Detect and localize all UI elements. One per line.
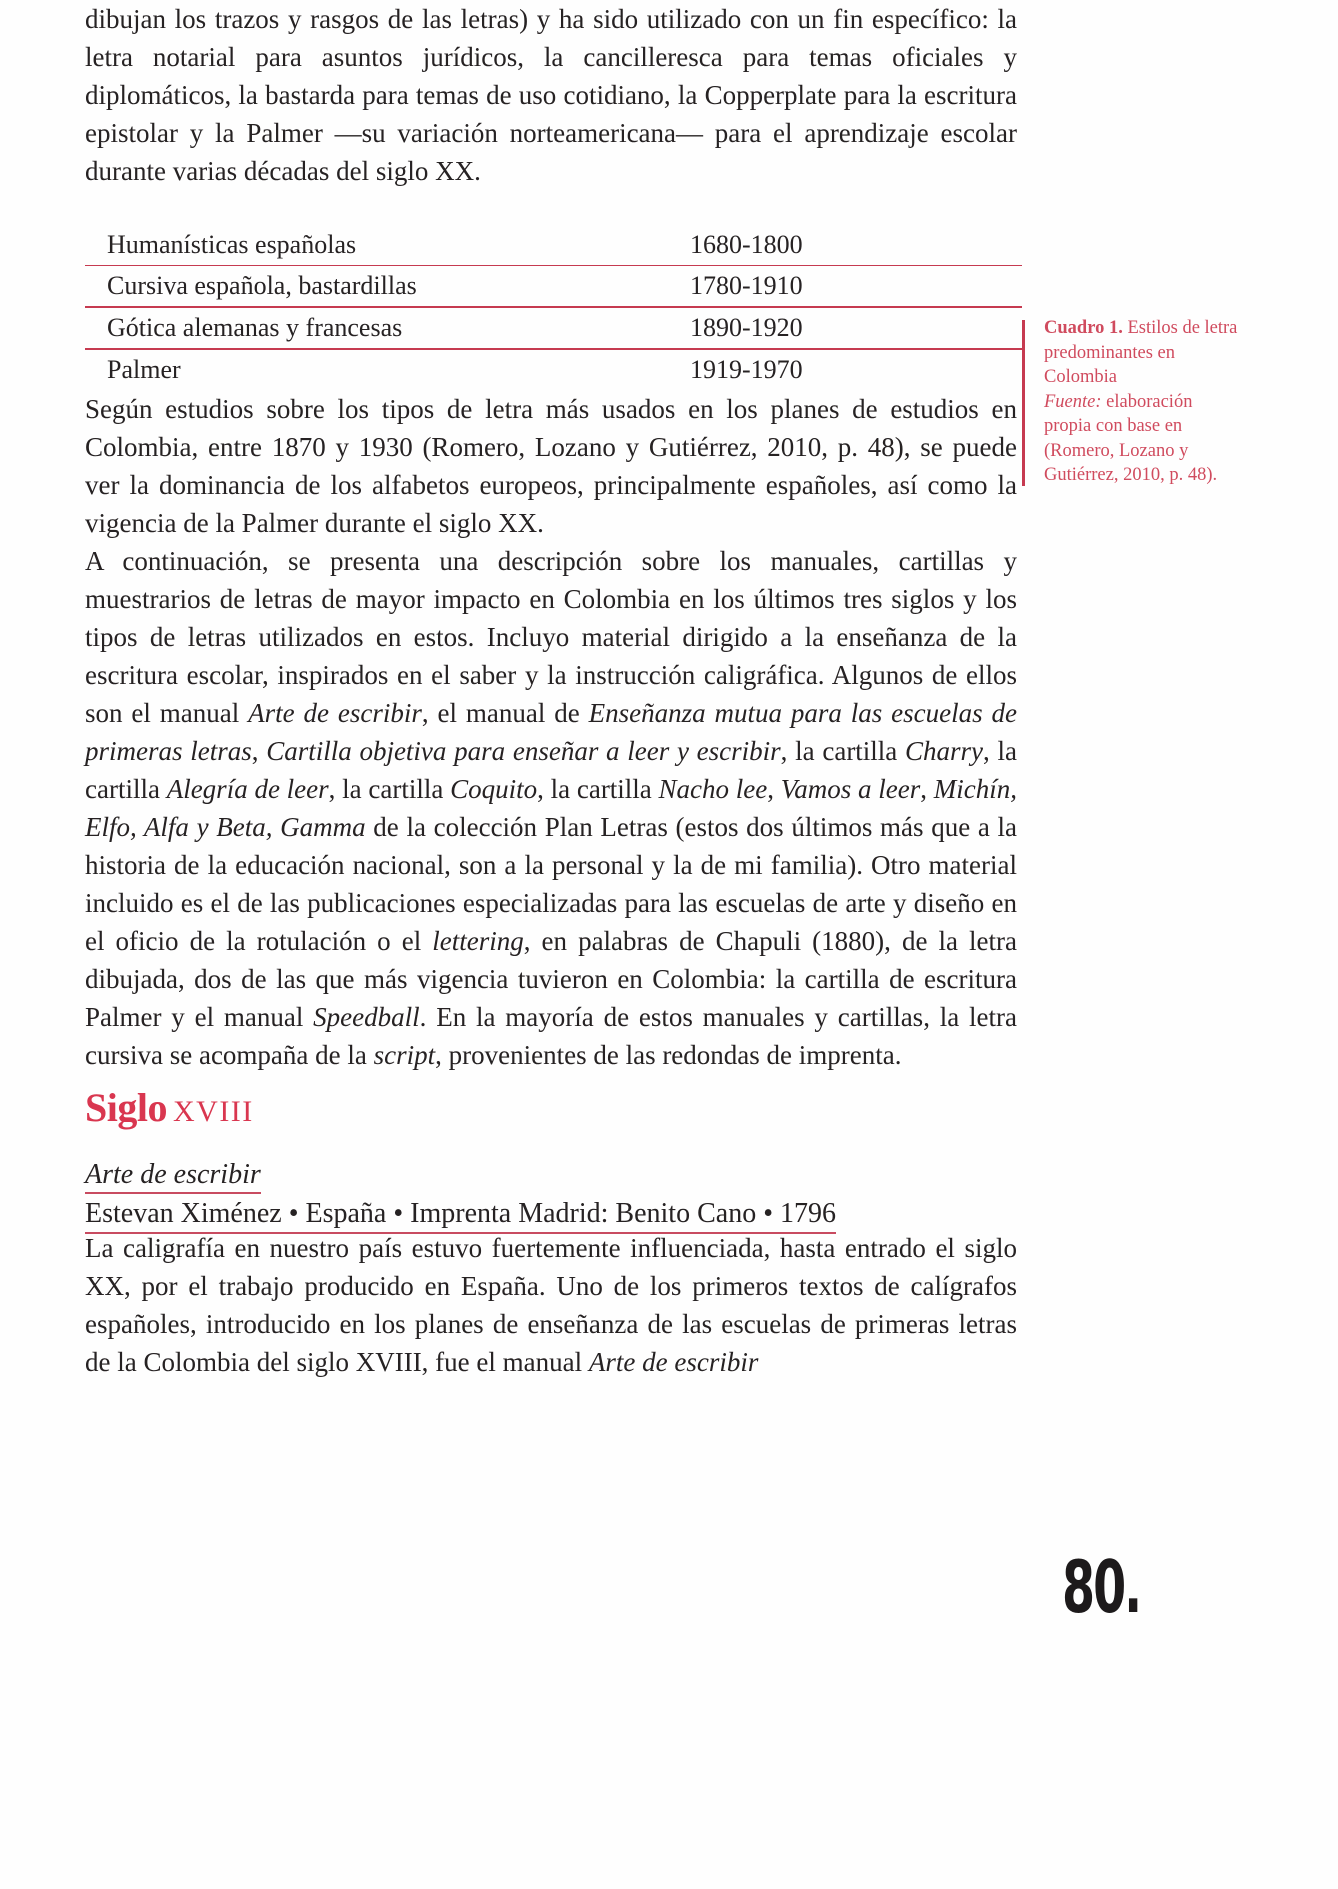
intro-paragraph: dibujan los trazos y rasgos de las letras) y ha sido utilizado con un fin específico: la letra notarial para asuntos jurídicos, la cancilleresca para temas oficiales y diplomáticos, la bastarda para temas de uso cotidiano, la Copperplate para la escritura epistolar y la Palmer —su variación norteamericana— para el aprendizaje escolar durante varias décadas del siglo XX. [85, 4, 1017, 186]
years-cell: 1919-1970 [690, 355, 803, 384]
style-name-cell: Gótica alemanas y francesas [107, 313, 403, 342]
table-row [85, 350, 1022, 390]
caption-vertical-rule [1022, 320, 1025, 486]
years-cell: 1680-1800 [690, 230, 803, 259]
body-paragraph: A continuación, se presenta una descripción sobre los manuales, cartillas y muestrarios de letras de mayor impacto en Colombia en los últimos tres siglos y los tipos de letras utilizados en estos. Incluyo material dirigido a la enseñanza de la escritura escolar, inspirados en el saber y la instrucción caligráfica. Algunos de ellos son el manual Arte de escribir, el manual de Enseñanza mutua para las escuelas de primeras letras, Cartilla objetiva para enseñar a leer y escribir, la cartilla Charry, la cartilla Alegría de leer, la cartilla Coquito, la cartilla Nacho lee, Vamos a leer, Michín, Elfo, Alfa y Beta, Gamma de la colección Plan Letras (estos dos últimos más que a la historia de la educación nacional, son a la personal y la de mi familia). Otro material incluido es el de las publicaciones especializadas para las escuelas de arte y diseño en el oficio de la rotulación o el lettering, en palabras de Chapuli (1880), de la letra dibujada, dos de las que más vigencia tuvieron en Colombia: la cartilla de escritura Palmer y el manual Speedball. En la mayoría de estos manuales y cartillas, la letra cursiva se acompaña de la script, provenientes de las redondas de imprenta. [85, 546, 1018, 1070]
siglo-label: Siglo [85, 1085, 167, 1130]
page-number: 80. [1062, 1545, 1141, 1629]
text-column [85, 0, 1017, 1381]
entry-title-text: Arte de escribir [85, 1159, 261, 1194]
letter-styles-table [85, 225, 1022, 390]
table-caption: Cuadro 1. Estilos de letra predominantes en Colombia Fuente: elaboración propia con base en (Romero, Lozano y Gutiérrez, 2010, p. 48). [1044, 318, 1238, 485]
entry-meta-text: Estevan Ximénez • España • Imprenta Madrid: Benito Cano • 1796 [85, 1198, 836, 1234]
section-heading [85, 1086, 1017, 1136]
entry-meta [85, 1199, 1017, 1229]
table-row [85, 225, 1022, 266]
entry-title [85, 1160, 1017, 1190]
roman-numeral: XVIII [172, 1095, 254, 1128]
table-row [85, 308, 1022, 350]
style-name-cell: Cursiva española, bastardillas [107, 271, 417, 300]
years-cell: 1780-1910 [690, 271, 803, 300]
years-cell: 1890-1920 [690, 313, 803, 342]
table-row [85, 266, 1022, 308]
body-paragraph: Según estudios sobre los tipos de letra más usados en los planes de estudios en Colombia, entre 1870 y 1930 (Romero, Lozano y Gutiérrez, 2010, p. 48), se puede ver la dominancia de los alfabetos europeos, principalmente españoles, así como la vigencia de la Palmer durante el siglo XX. [85, 394, 1017, 538]
body-paragraph: La caligrafía en nuestro país estuvo fuertemente influenciada, hasta entrado el siglo XX, por el trabajo producido en España. Uno de los primeros textos de calígrafos españoles, introducido en los planes de enseñanza de las escuelas de primeras letras de la Colombia del siglo XVIII, fue el manual Arte de escribir [85, 1233, 1017, 1377]
style-name-cell: Humanísticas españolas [107, 230, 357, 259]
style-name-cell: Palmer [107, 355, 181, 384]
